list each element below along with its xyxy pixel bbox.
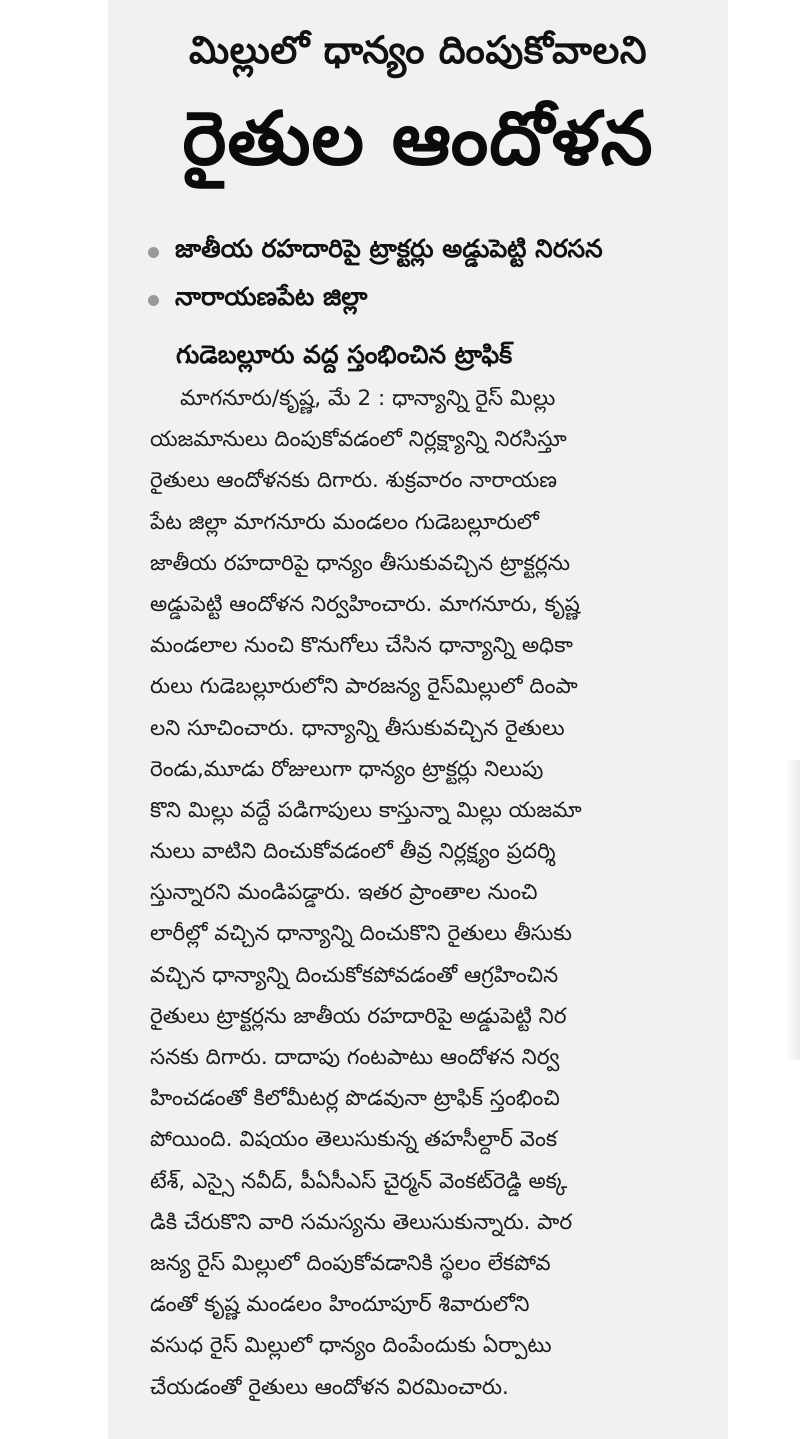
body-line: సనకు దిగారు. దాదాపు గంటపాటు ఆందోళన నిర్వ — [150, 1045, 560, 1070]
kicker-headline: మిల్లులో ధాన్యం దింపుకోవాలని — [188, 28, 648, 72]
article-body — [150, 378, 722, 1408]
body-line: స్తున్నారని మండిపడ్డారు. ఇతర ప్రాంతాల నుంచి — [150, 880, 538, 906]
body-line: జన్య రైస్ మిల్లులో దింపుకోవడానికి స్థలం లేకపోవ — [150, 1250, 551, 1276]
body-line: అడ్డుపెట్టి ఆందోళన నిర్వహించారు. మాగనూరు, కృష్ణ — [150, 591, 580, 617]
body-line: రులు గుడెబల్లూరులోని పారజన్య రైస్‌మిల్లులో దింపా — [150, 674, 578, 700]
body-line: జాతీయ రహదారిపై ధాన్యం తీసుకువచ్చిన ట్రాక్టర్లను — [150, 550, 571, 576]
body-line: రెండు,మూడు రోజులుగా ధాన్యం ట్రాక్టర్లు నిలుపు — [150, 756, 544, 782]
body-line: లారీల్లో వచ్చిన ధాన్యాన్ని దించుకొని రైతులు తీసుకు — [150, 921, 572, 947]
summary-bullets — [148, 228, 708, 382]
main-headline: రైతుల ఆందోళన — [182, 96, 654, 182]
body-line: డంతో కృష్ణ మండలం హిందూపూర్ శివారులోని — [150, 1292, 530, 1318]
body-line: మండలాల నుంచి కొనుగోలు చేసిన ధాన్యాన్ని అధికా — [150, 633, 573, 659]
body-line: వసుధ రైస్ మిల్లులో ధాన్యం దింపేందుకు ఏర్పాటు — [150, 1333, 552, 1359]
body-line: మాగనూరు/కృష్ణ, మే 2 : ధాన్యాన్ని రైస్ మిల్లు — [180, 386, 556, 411]
bullet-item — [148, 228, 708, 276]
body-line: డికి చేరుకొని వారి సమస్యను తెలుసుకున్నారు. పార — [150, 1209, 573, 1235]
body-line: లని సూచించారు. ధాన్యాన్ని తీసుకువచ్చిన రైతులు — [150, 715, 565, 741]
bullet-continuation: గుడెబల్లూరు వద్ద స్తంభించిన ట్రాఫిక్ — [176, 340, 513, 369]
body-line: యజమానులు దింపుకోవడంలో నిర్లక్ష్యాన్ని నిరసిస్తూ — [150, 427, 567, 453]
bullet-dot-icon — [148, 247, 159, 258]
body-line: టేశ్, ఎస్సై నవీద్, పీఏసీఎస్ చైర్మన్ వెంకట్‌రెడ్డి అక్క — [150, 1168, 568, 1194]
adjacent-column-edge — [786, 760, 800, 1060]
body-line: రైతులు ఆందోళనకు దిగారు. శుక్రవారం నారాయణ — [150, 468, 558, 494]
body-line: పేట జిల్లా మాగనూరు మండలం గుడెబల్లూరులో — [150, 509, 539, 535]
bullet-text: నారాయణపేట జిల్లా — [175, 282, 368, 311]
body-line: రైతులు ట్రాక్టర్లను జాతీయ రహదారిపై అడ్డుపెట్టి నిర — [150, 1003, 567, 1029]
body-line: వచ్చిన ధాన్యాన్ని దించుకోకపోవడంతో ఆగ్రహించిన — [150, 962, 559, 988]
body-line: పోయింది. విషయం తెలుసుకున్న తహసీల్దార్ వెంక — [150, 1127, 558, 1153]
body-line: చేయడంతో రైతులు ఆందోళన విరమించారు. — [150, 1374, 509, 1400]
bullet-item — [148, 276, 708, 324]
body-line: హించడంతో కిలోమీటర్ల పొడవునా ట్రాఫిక్ స్తంభించి — [150, 1086, 560, 1112]
body-line: కొని మిల్లు వద్దే పడిగాపులు కాస్తున్నా మిల్లు యజమా — [150, 797, 582, 823]
bullet-dot-icon — [148, 295, 159, 306]
body-line: నులు వాటిని దించుకోవడంలో తీవ్ర నిర్లక్ష్యం ప్రదర్శి — [150, 839, 556, 865]
bullet-text: జాతీయ రహదారిపై ట్రాక్టర్లు అడ్డుపెట్టి నిరసన — [175, 234, 603, 263]
